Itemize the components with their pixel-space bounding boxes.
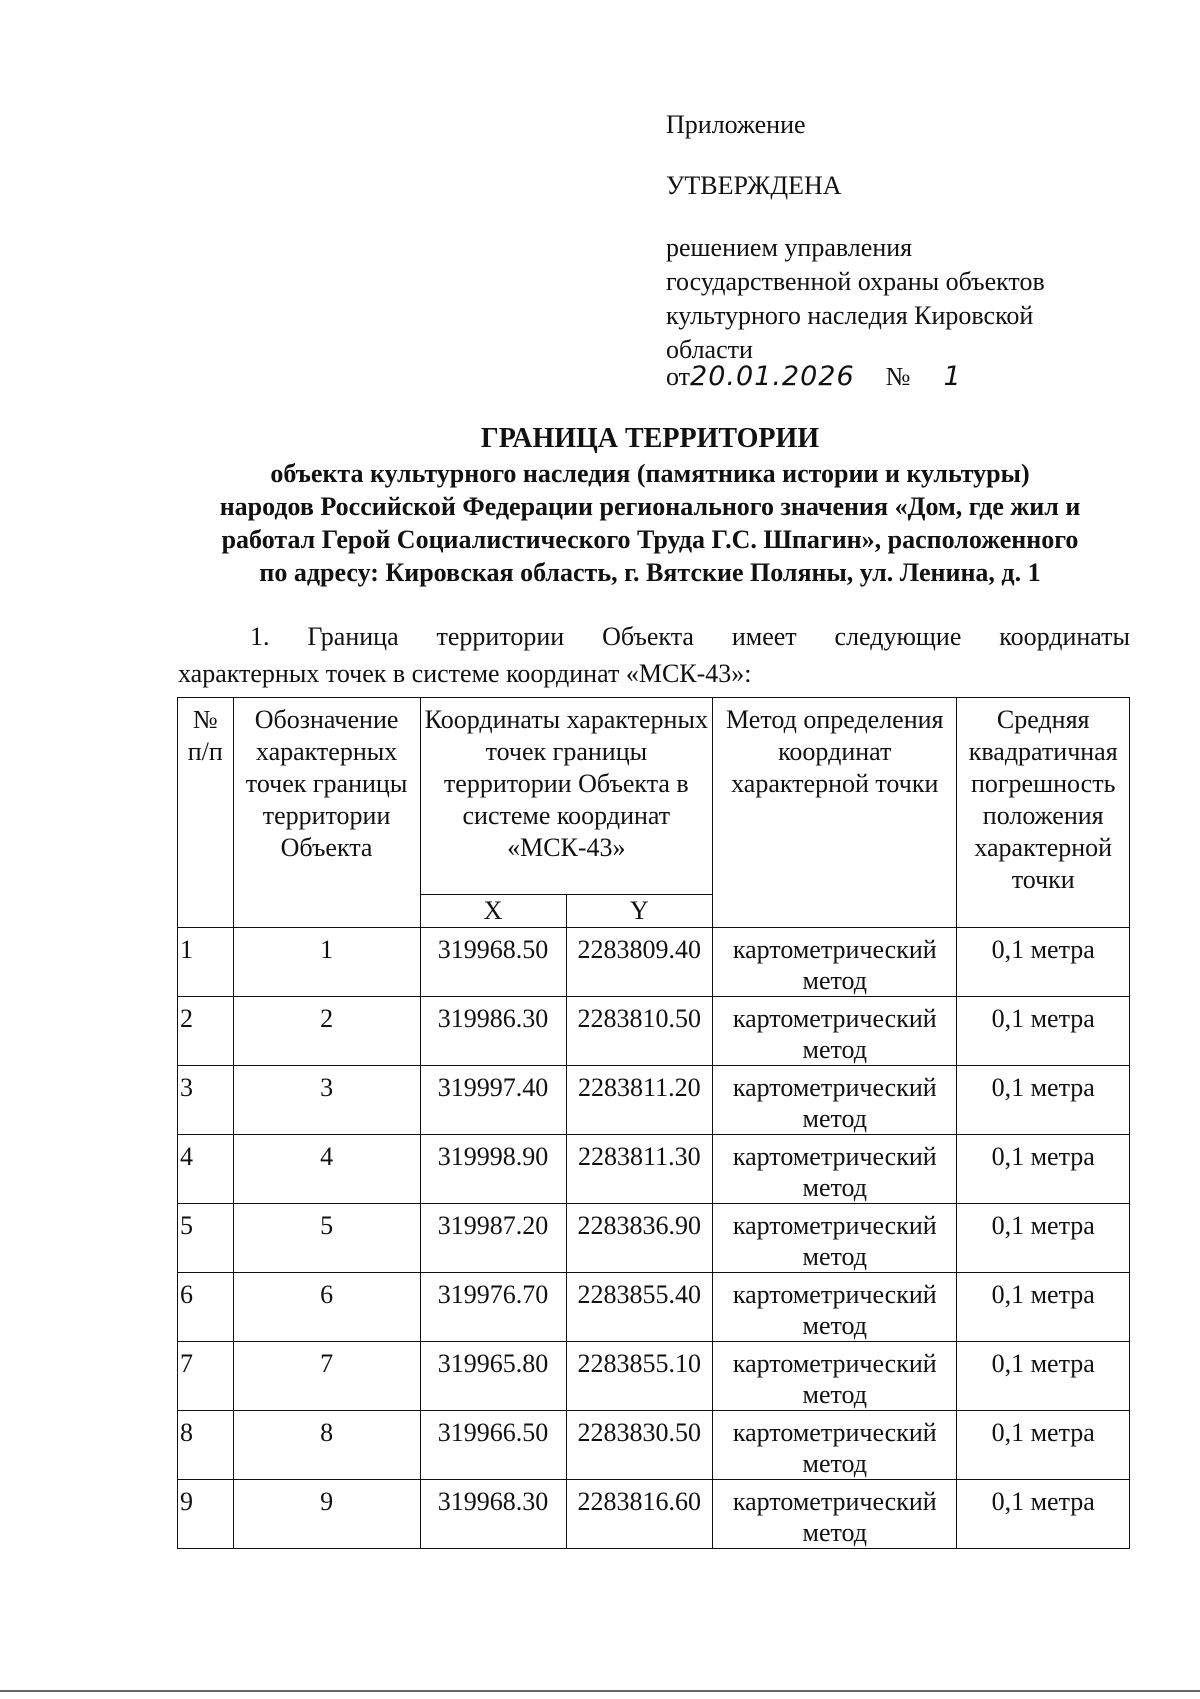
header-error: Средняя квадратичная погрешность положения характерной точки	[957, 698, 1130, 928]
row-number: 6	[178, 1273, 234, 1342]
point-designation: 1	[233, 928, 420, 997]
method-cell: картометрический метод	[713, 1204, 957, 1273]
error-cell: 0,1 метра	[957, 1273, 1130, 1342]
point-designation: 7	[233, 1342, 420, 1411]
decision-text	[666, 231, 1126, 367]
coord-y: 2283855.10	[566, 1342, 713, 1411]
header-num: № п/п	[178, 698, 234, 928]
intro-line-2: характерных точек в системе координат «МСК-43»:	[178, 659, 752, 688]
method-cell: картометрический метод	[713, 1411, 957, 1480]
coord-x: 319986.30	[420, 997, 566, 1066]
decision-line: области	[666, 335, 753, 364]
coord-x: 319968.30	[420, 1480, 566, 1549]
coord-x: 319997.40	[420, 1066, 566, 1135]
method-cell: картометрический метод	[713, 928, 957, 997]
decision-line: решением управления	[666, 233, 913, 262]
date-prefix: от	[666, 362, 691, 391]
coord-x: 319976.70	[420, 1273, 566, 1342]
point-designation: 9	[233, 1480, 420, 1549]
point-designation: 6	[233, 1273, 420, 1342]
title-line: народов Российской Федерации регионального значения «Дом, где жил и	[219, 492, 1081, 521]
row-number: 2	[178, 997, 234, 1066]
error-cell: 0,1 метра	[957, 1411, 1130, 1480]
table-row	[178, 1066, 1130, 1135]
method-cell: картометрический метод	[713, 1342, 957, 1411]
error-cell: 0,1 метра	[957, 1204, 1130, 1273]
row-number: 8	[178, 1411, 234, 1480]
error-cell: 0,1 метра	[957, 1135, 1130, 1204]
coord-y: 2283855.40	[566, 1273, 713, 1342]
header-coords: Координаты характерных точек границы территории Объекта в системе координат «МСК-43»	[420, 698, 713, 895]
table-row	[178, 1342, 1130, 1411]
table-row	[178, 1480, 1130, 1549]
table-row	[178, 1411, 1130, 1480]
table-header-row	[178, 698, 1130, 895]
handwritten-date: 20.01.2026	[690, 361, 855, 392]
header-x: X	[420, 895, 566, 928]
coord-y: 2283811.30	[566, 1135, 713, 1204]
error-cell: 0,1 метра	[957, 997, 1130, 1066]
coord-x: 319968.50	[420, 928, 566, 997]
table-body	[178, 928, 1130, 1549]
coordinates-table	[177, 697, 1130, 1549]
scan-edge-line	[0, 1690, 1200, 1692]
coord-y: 2283811.20	[566, 1066, 713, 1135]
table-row	[178, 997, 1130, 1066]
intro-paragraph	[178, 618, 1130, 692]
coord-y: 2283816.60	[566, 1480, 713, 1549]
title-line: по адресу: Кировская область, г. Вятские Поляны, ул. Ленина, д. 1	[259, 558, 1041, 587]
coord-y: 2283810.50	[566, 997, 713, 1066]
coord-y: 2283809.40	[566, 928, 713, 997]
method-cell: картометрический метод	[713, 1066, 957, 1135]
row-number: 1	[178, 928, 234, 997]
point-designation: 4	[233, 1135, 420, 1204]
table-row	[178, 928, 1130, 997]
error-cell: 0,1 метра	[957, 928, 1130, 997]
point-designation: 3	[233, 1066, 420, 1135]
table-row	[178, 1135, 1130, 1204]
header-y: Y	[566, 895, 713, 928]
coord-x: 319998.90	[420, 1135, 566, 1204]
document-title	[150, 422, 1150, 589]
approved-label: УТВЕРЖДЕНА	[666, 171, 842, 200]
coord-x: 319966.50	[420, 1411, 566, 1480]
decision-line: культурного наследия Кировской	[666, 301, 1034, 330]
coord-y: 2283836.90	[566, 1204, 713, 1273]
row-number: 5	[178, 1204, 234, 1273]
decision-line: государственной охраны объектов	[666, 267, 1045, 296]
coord-y: 2283830.50	[566, 1411, 713, 1480]
row-number: 3	[178, 1066, 234, 1135]
table-row	[178, 1204, 1130, 1273]
error-cell: 0,1 метра	[957, 1480, 1130, 1549]
error-cell: 0,1 метра	[957, 1342, 1130, 1411]
point-designation: 8	[233, 1411, 420, 1480]
method-cell: картометрический метод	[713, 1480, 957, 1549]
error-cell: 0,1 метра	[957, 1066, 1130, 1135]
method-cell: картометрический метод	[713, 997, 957, 1066]
method-cell: картометрический метод	[713, 1135, 957, 1204]
intro-line-1: 1. Граница территории Объекта имеет следующие координаты	[250, 622, 1130, 651]
title-line: объекта культурного наследия (памятника истории и культуры)	[270, 459, 1030, 488]
title-line: работал Герой Социалистического Труда Г.С. Шпагин», расположенного	[221, 525, 1079, 554]
method-cell: картометрический метод	[713, 1273, 957, 1342]
table-row	[178, 1273, 1130, 1342]
title-main: ГРАНИЦА ТЕРРИТОРИИ	[480, 423, 820, 454]
row-number: 7	[178, 1342, 234, 1411]
decision-date-line	[666, 360, 962, 394]
header-method: Метод определения координат характерной точки	[713, 698, 957, 928]
handwritten-number: 1	[943, 361, 962, 392]
row-number: 4	[178, 1135, 234, 1204]
appendix-label: Приложение	[666, 110, 806, 139]
number-label: №	[885, 362, 911, 391]
point-designation: 5	[233, 1204, 420, 1273]
coord-x: 319987.20	[420, 1204, 566, 1273]
row-number: 9	[178, 1480, 234, 1549]
coord-x: 319965.80	[420, 1342, 566, 1411]
point-designation: 2	[233, 997, 420, 1066]
header-designation: Обозначение характерных точек границы территории Объекта	[233, 698, 420, 928]
